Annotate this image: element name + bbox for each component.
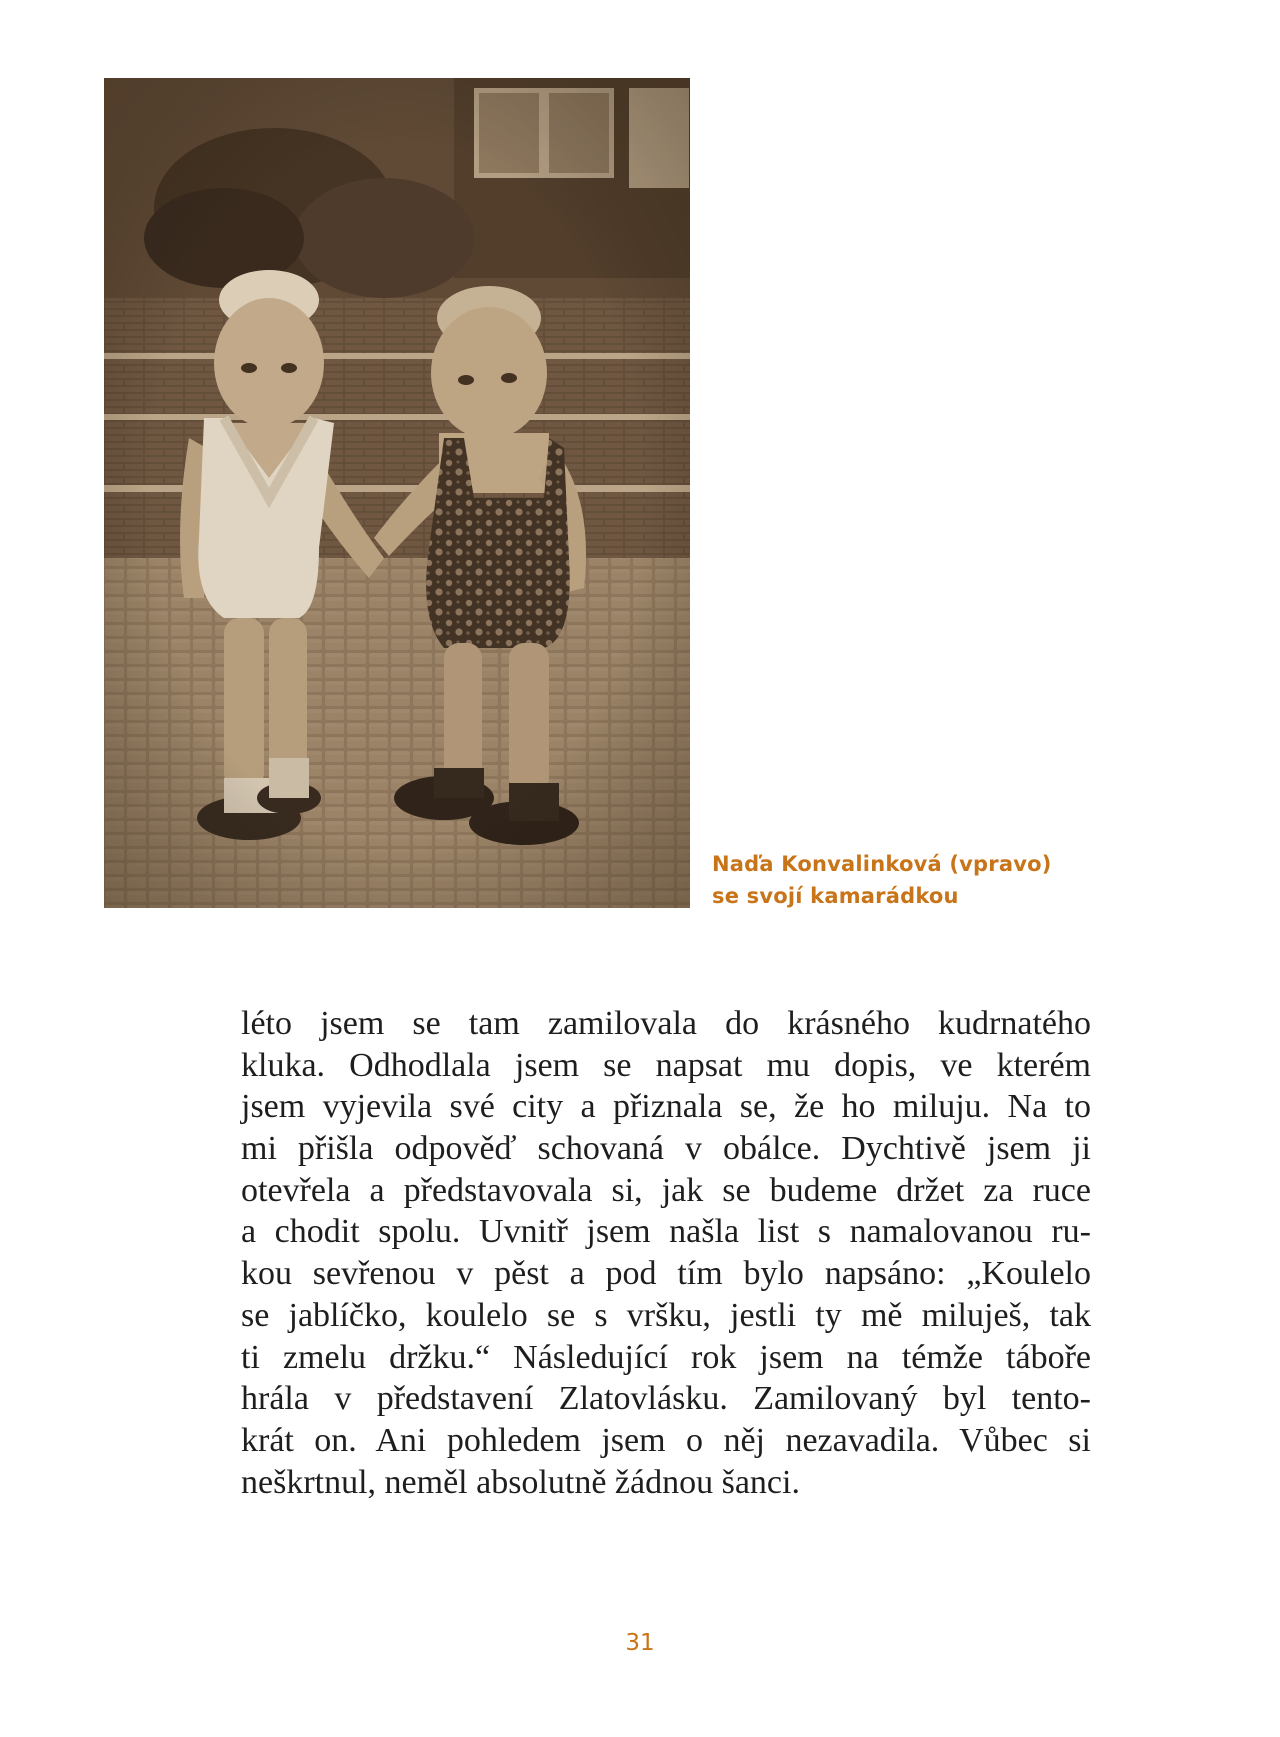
body-line: neškrtnul, neměl absolutně žádnou šanci. [241, 1463, 800, 1501]
caption-line: se svojí kamarádkou [712, 884, 959, 908]
body-line: mi přišla odpověď schovaná v obálce. Dychtivě jsem ji [241, 1130, 1091, 1168]
body-line: kluka. Odhodlala jsem se napsat mu dopis, ve kterém [241, 1046, 1091, 1084]
body-line: a chodit spolu. Uvnitř jsem našla list s namalovanou ru- [241, 1213, 1091, 1251]
photo-two-toddlers [104, 78, 690, 908]
body-line: hrála v představení Zlatovlásku. Zamilovaný byl tento- [241, 1380, 1091, 1418]
sepia-photograph [104, 78, 690, 908]
body-line: otevřela a představovala si, jak se budeme držet za ruce [241, 1171, 1091, 1209]
body-line: ti zmelu držku.“ Následující rok jsem na témže táboře [241, 1338, 1091, 1376]
page-number: 31 [625, 1630, 655, 1656]
body-line: krát on. Ani pohledem jsem o něj nezavadila. Vůbec si [241, 1421, 1091, 1459]
body-paragraph [241, 1003, 1091, 1503]
body-line: jsem vyjevila své city a přiznala se, že ho miluju. Na to [241, 1088, 1091, 1126]
photo-caption [712, 848, 1092, 912]
body-line: se jablíčko, koulelo se s vršku, jestli ty mě miluješ, tak [241, 1296, 1091, 1334]
caption-line: Naďa Konvalinková (vpravo) [712, 852, 1052, 876]
body-line: léto jsem se tam zamilovala do krásného kudrnatého [241, 1005, 1091, 1042]
body-line: kou sevřenou v pěst a pod tím bylo napsáno: „Koulelo [241, 1255, 1091, 1293]
